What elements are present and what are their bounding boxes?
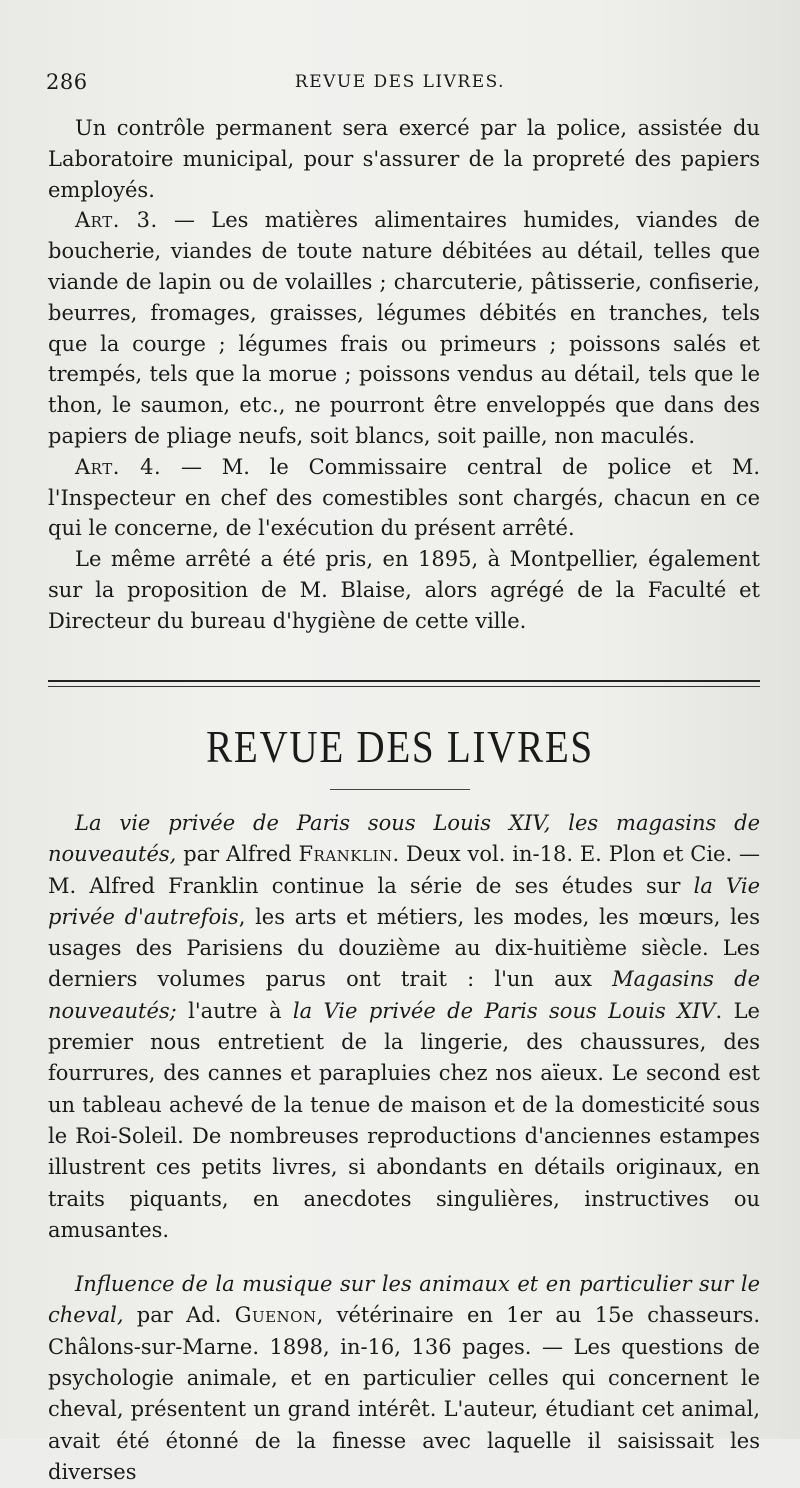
article-continuation (48, 113, 760, 637)
article-4-label: Art. 4. (75, 454, 162, 479)
running-title: REVUE DES LIVRES. (294, 72, 506, 92)
review-text: . Le premier nous entretient de la lingerie, des chaussures, des fourrures, des cannes et parapluies chez nos aïeux. Le second est un tableau achevé de la tenue de maison et de la domesticité sous le Roi-Soleil. De nombreuses reproductions d'anciennes estampes illustrent ces petits livres, si abondants en détails originaux, en traits piquants, en anecdotes singulières, instructives ou amusantes. (48, 998, 760, 1242)
review-guenon (48, 1269, 760, 1488)
review-text: . Deux vol. in-18. E. Plon et Cie. — M. Alfred Franklin continue la série de ses études sur (48, 842, 760, 898)
review-by: par Alfred (176, 842, 299, 867)
article-4-paragraph (48, 452, 760, 544)
article-3-text: — Les matières alimentaires humides, viandes de boucherie, viandes de toute nature débitées au détail, telles que viande de lapin ou de volailles ; charcuterie, pâtisserie, confiserie, beurres, fromages, graisses, légumes débités en tranches, tels que la courge ; légumes frais ou primeurs ; poissons salés et trempés, tels que la morue ; poissons vendus au détail, tels que le thon, le saumon, etc., ne pourront être enveloppés que dans des papiers de pliage neufs, soit blancs, soit paille, non maculés. (48, 208, 760, 448)
divider-thick-rule (48, 680, 760, 682)
title-underline (330, 789, 470, 790)
montpellier-paragraph: Le même arrêté a été pris, en 1895, à Montpellier, également sur la proposition de M. Blaise, alors agrégé de la Faculté et Directeur du bureau d'hygiène de cette ville. (48, 547, 760, 633)
review-by: par Ad. (123, 1303, 235, 1328)
review-author: Guenon (234, 1303, 317, 1328)
article-3-paragraph (48, 205, 760, 451)
book-reviews (48, 808, 760, 1488)
section-title: REVUE DES LIVRES (206, 721, 594, 772)
control-paragraph: Un contrôle permanent sera exercé par la police, assistée du Laboratoire municipal, pour s'assurer de la propreté des papiers employés. (48, 116, 760, 202)
page-header (46, 70, 754, 98)
review-series-title: la Vie privée d'autrefois (48, 873, 760, 929)
article-3-label: Art. 3. (75, 208, 158, 233)
review-text: , les arts et métiers, les modes, les mœurs, les usages des Parisiens du douzième au dix-huitième siècle. Les derniers volumes parus ont trait : l'un aux (48, 904, 760, 992)
review-book-title: Magasins de nouveautés; (48, 967, 760, 1023)
review-text: , vétérinaire en 1er au 15e chasseurs. Châlons-sur-Marne. 1898, in-16, 136 pages. — Les questions de psychologie animale, et en particulier celles qui concernent le cheval, présentent un grand intérêt. L'auteur, étudiant cet animal, avait été étonné de la finesse avec laquelle il saisissait les diverses (48, 1303, 760, 1484)
review-franklin (48, 808, 760, 1246)
review-book-title: la Vie privée de Paris sous Louis XIV (292, 998, 716, 1023)
divider-thin-rule (48, 686, 760, 687)
review-author: Franklin (298, 842, 393, 867)
review-title: Influence de la musique sur les animaux et en particulier sur le cheval, (48, 1272, 760, 1328)
review-text: l'autre à (176, 998, 293, 1023)
article-4-text: — M. le Commissaire central de police et M. l'Inspecteur en chef des comestibles sont chargés, chacun en ce qui le concerne, de l'exécution du présent arrêté. (48, 454, 760, 541)
review-title: La vie privée de Paris sous Louis XIV, les magasins de nouveautés, (48, 811, 760, 867)
section-divider (48, 680, 760, 687)
page-number: 286 (46, 70, 88, 94)
